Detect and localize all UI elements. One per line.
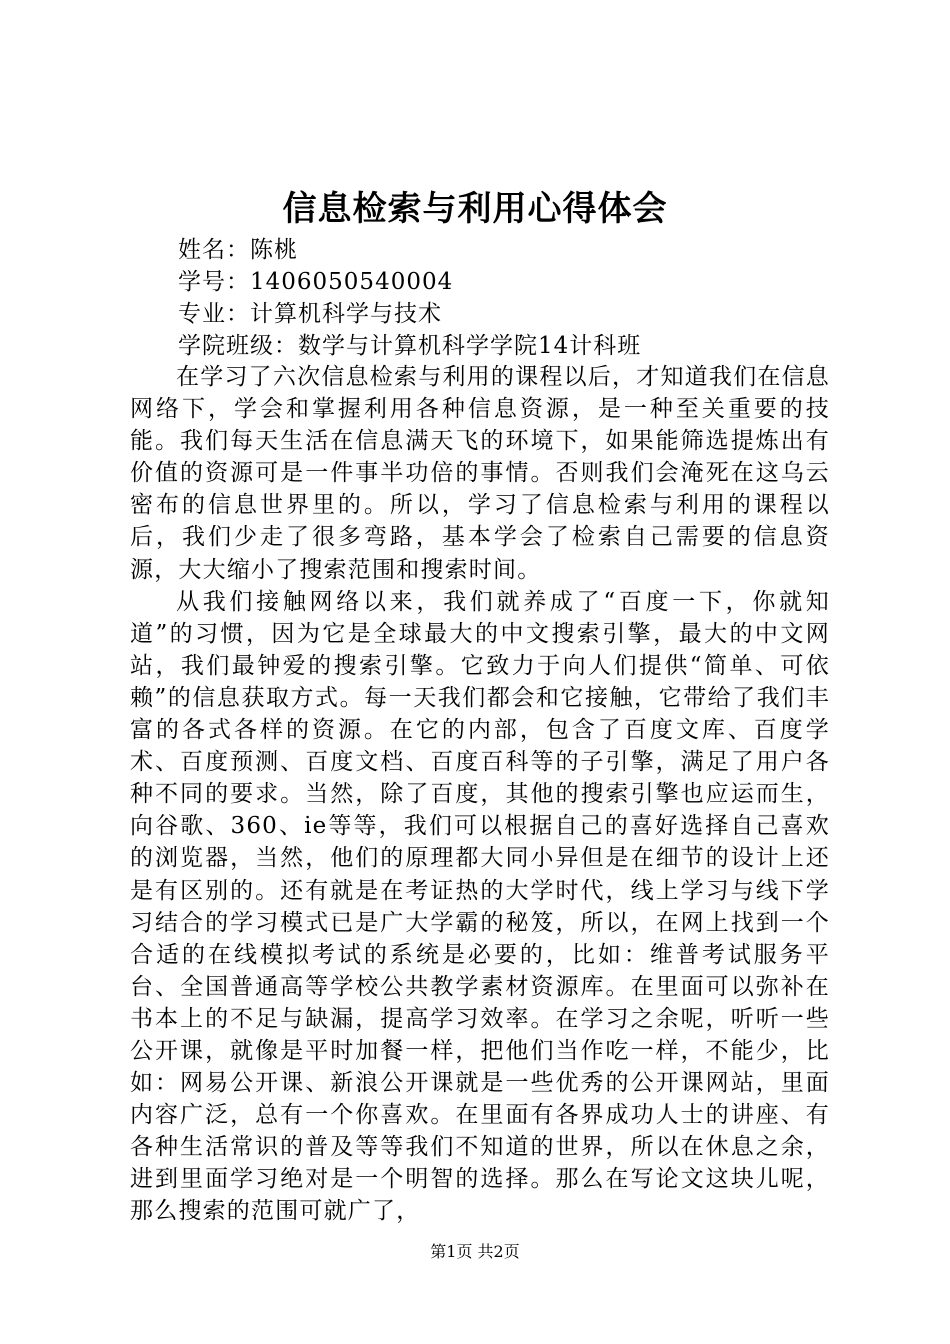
major-line: 专业：计算机科学与技术 (178, 301, 442, 327)
body-paragraph-1: 在学习了六次信息检索与利用的课程以后，才知道我们在信息网络下，学会和掌握利用各种信息资源，是一种至关重要的技能。我们每天生活在信息满天飞的环境下，如果能筛选提炼出有价值的资源可是一件事半功倍的事情。否则我们会淹死在这乌云密布的信息世界里的。所以，学习了信息检索与利用的课程以后，我们少走了很多弯路，基本学会了检索自己需要的信息资源，大大缩小了搜索范围和搜索时间。 (130, 364, 830, 583)
page-footer: 第1页 共2页 (430, 1242, 520, 1261)
document-body (130, 361, 830, 1228)
author-name-line: 姓名：陈桃 (178, 237, 298, 263)
body-paragraph-2: 从我们接触网络以来，我们就养成了“百度一下，你就知道”的习惯，因为它是全球最大的中文搜索引擎，最大的中文网站，我们最钟爱的搜索引擎。它致力于向人们提供“简单、可依赖”的信息获取方式。每一天我们都会和它接触，它带给了我们丰富的各式各样的资源。在它的内部，包含了百度文库、百度学术、百度预测、百度文档、百度百科等的子引擎，满足了用户各种不同的要求。当然，除了百度，其他的搜索引擎也应运而生，向谷歌、360、ie等等，我们可以根据自己的喜好选择自己喜欢的浏览器，当然，他们的原理都大同小异但是在细节的设计上还是有区别的。还有就是在考证热的大学时代，线上学习与线下学习结合的学习模式已是广大学霸的秘笈，所以，在网上找到一个合适的在线模拟考试的系统是必要的，比如：维普考试服务平台、全国普通高等学校公共教学素材资源库。在里面可以弥补在书本上的不足与缺漏，提高学习效率。在学习之余呢，听听一些公开课，就像是平时加餐一样，把他们当作吃一样，不能少，比如：网易公开课、新浪公开课就是一些优秀的公开课网站，里面内容广泛，总有一个你喜欢。在里面有各界成功人士的讲座、有各种生活常识的普及等等我们不知道的世界，所以在休息之余，进到里面学习绝对是一个明智的选择。那么在写论文这块儿呢，那么搜索的范围可就广了， (130, 588, 830, 1225)
student-id-line: 学号：1406050540004 (178, 269, 454, 295)
class-line: 学院班级：数学与计算机科学学院14计科班 (178, 333, 642, 359)
author-info (178, 234, 641, 362)
document-title: 信息检索与利用心得体会 (282, 189, 668, 229)
